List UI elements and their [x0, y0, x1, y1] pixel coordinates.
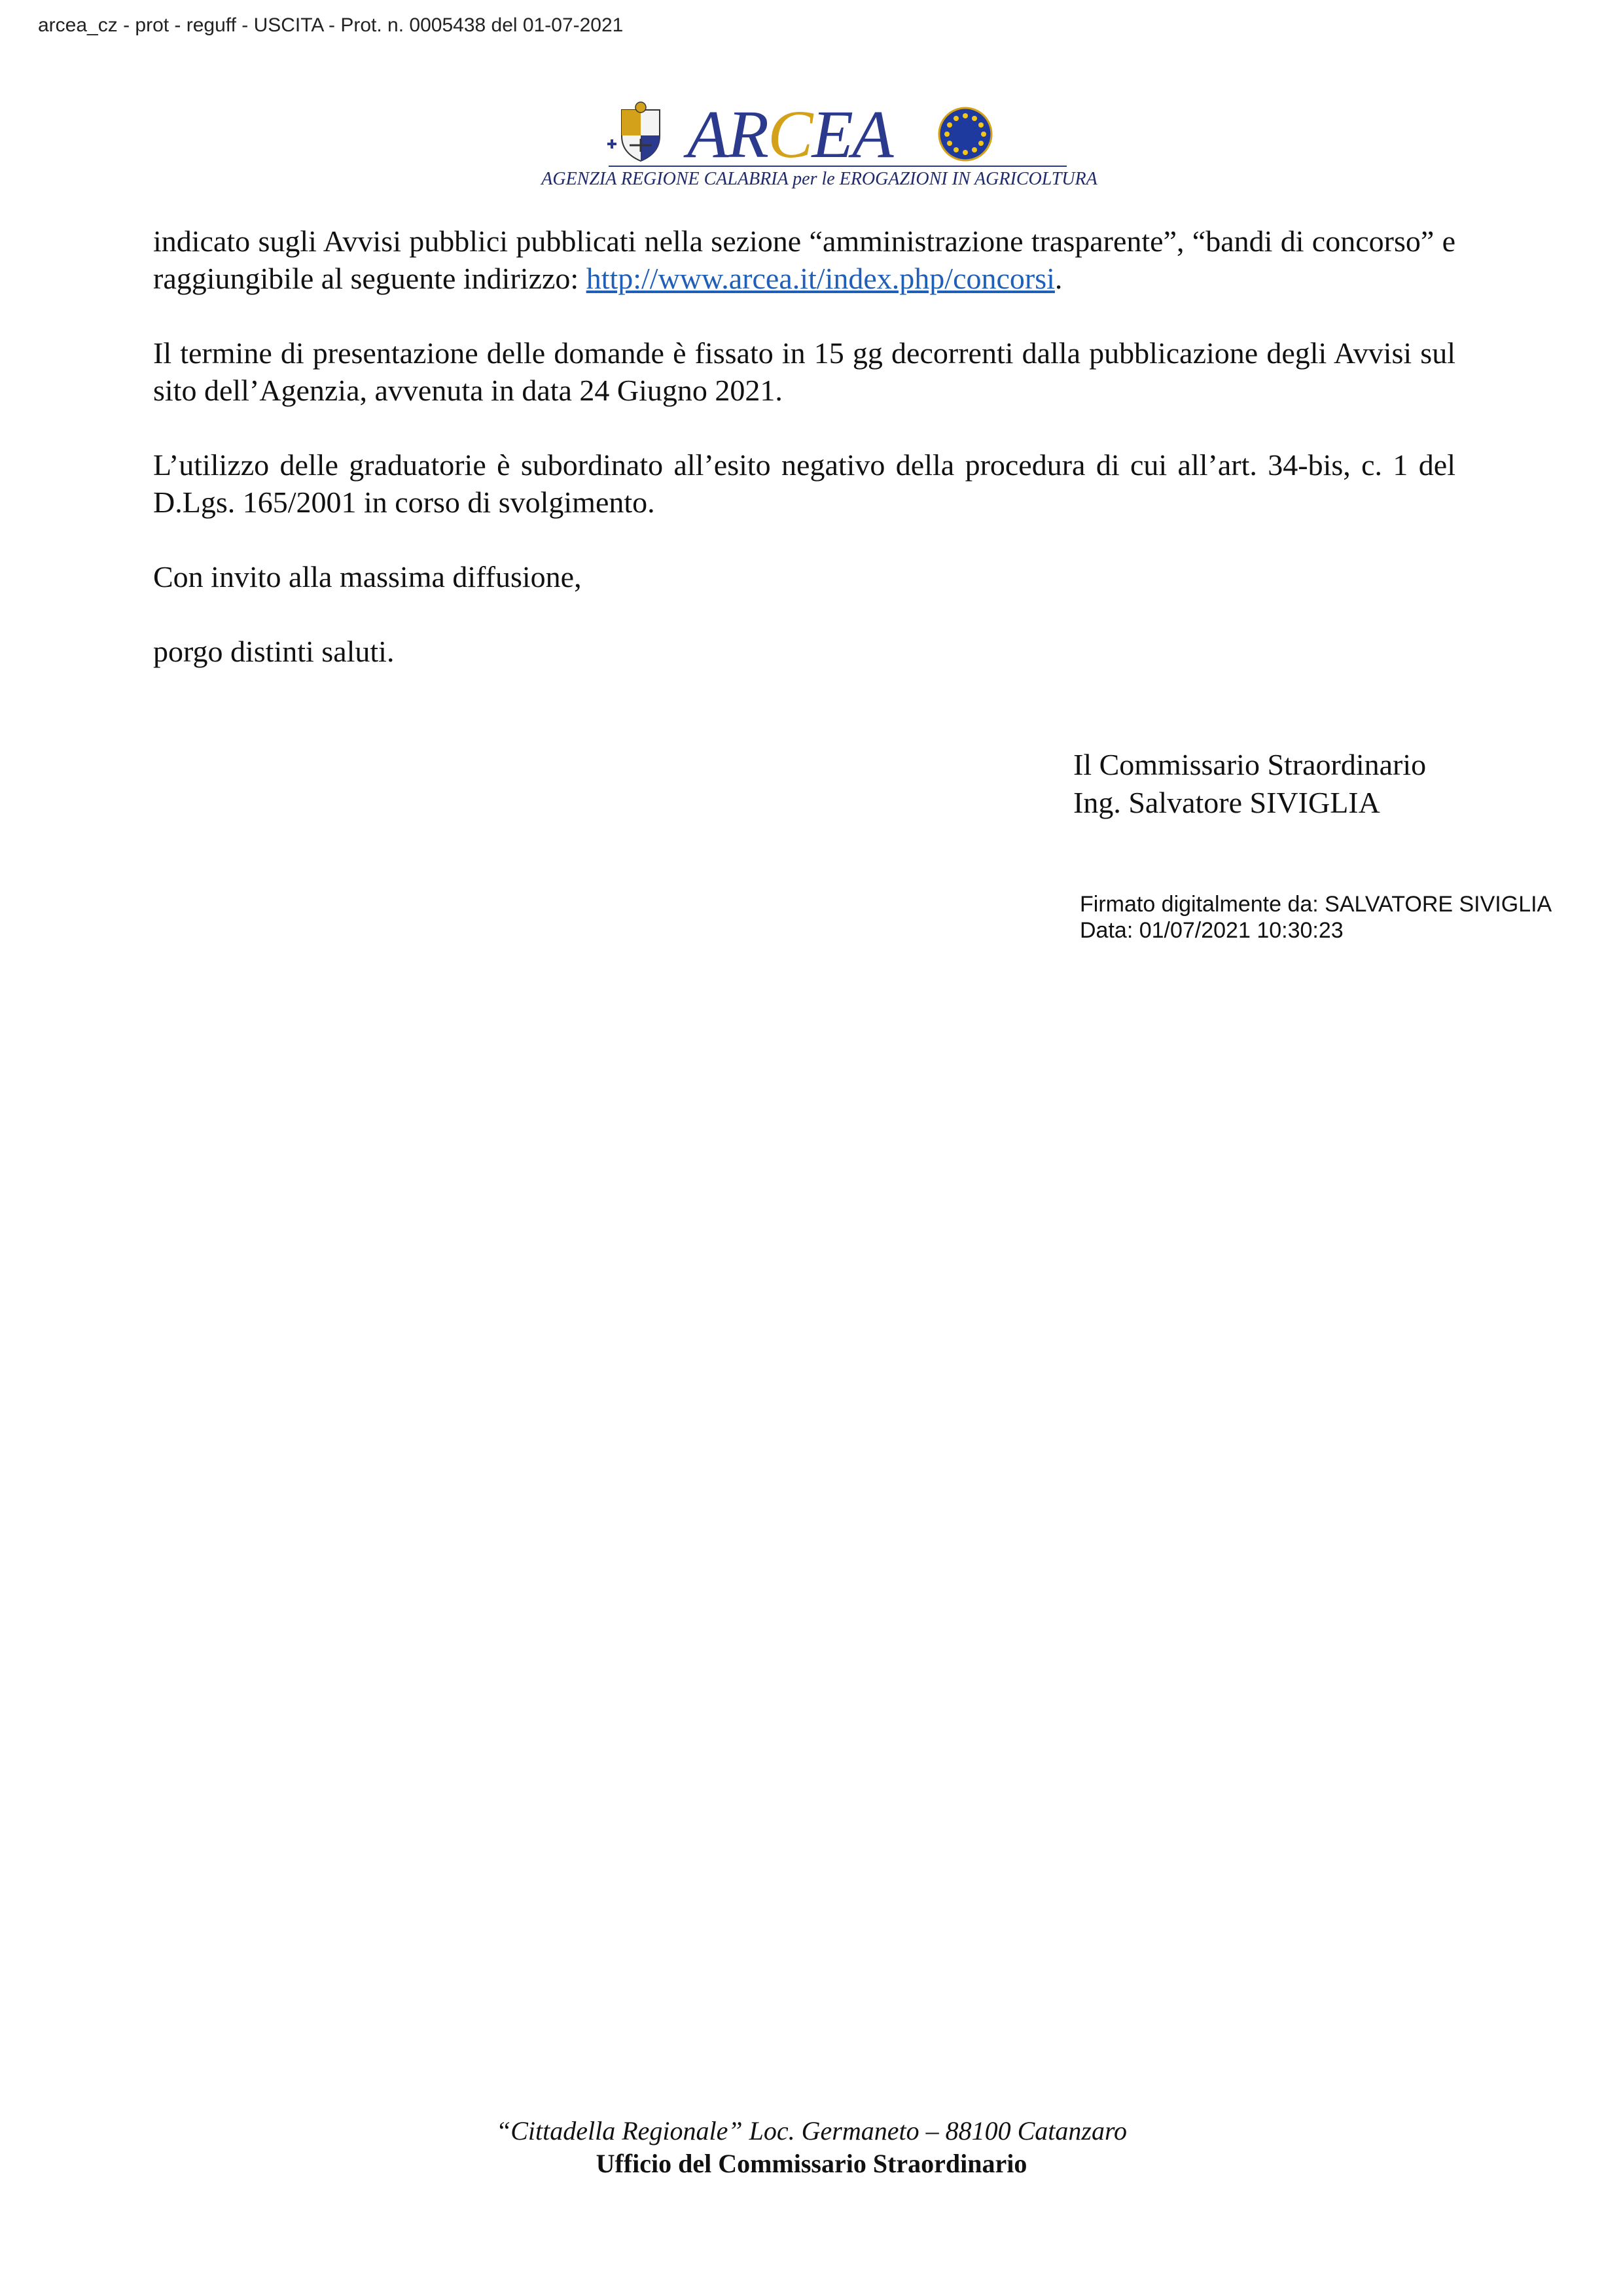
- digital-signature-stamp: [1080, 891, 1552, 944]
- logo-subtitle: AGENZIA REGIONE CALABRIA per le EROGAZIONI IN AGRICOLTURA: [541, 169, 1097, 189]
- protocol-header: arcea_cz - prot - reguff - USCITA - Prot. n. 0005438 del 01-07-2021: [38, 14, 624, 36]
- digital-signed-by: Firmato digitalmente da: SALVATORE SIVIGLIA: [1080, 892, 1552, 917]
- signer-role: Il Commissario Straordinario: [1073, 748, 1427, 781]
- page-footer: [0, 2115, 1623, 2180]
- logo-word-c: C: [768, 97, 812, 172]
- paragraph-4: Con invito alla massima diffusione,: [153, 560, 582, 593]
- logo-word-pre: AR: [687, 97, 768, 172]
- footer-address: “Cittadella Regionale” Loc. Germaneto – 88100 Catanzaro: [495, 2116, 1128, 2146]
- logo-word-post: EA: [812, 97, 893, 172]
- paragraph-1: [153, 222, 1455, 297]
- paragraph-3: L’utilizzo delle graduatorie è subordinato all’esito negativo della procedura di cui all’art. 34-bis, c. 1 del D.Lgs. 165/2001 in corso di svolgimento.: [153, 448, 1455, 519]
- digital-signature-date: Data: 01/07/2021 10:30:23: [1080, 918, 1344, 943]
- concorsi-link[interactable]: http://www.arcea.it/index.php/concorsi: [586, 262, 1055, 295]
- paragraph-1-text: indicato sugli Avvisi pubblici pubblicati nella sezione “amministrazione trasparente”, “bandi di concorso” e raggiungibile al seguente indirizzo:: [153, 224, 1455, 295]
- signature-block: [1073, 746, 1426, 822]
- cross-left-icon: [607, 139, 616, 149]
- eu-stars-icon: [936, 105, 995, 164]
- calabria-coat-of-arms-icon: [622, 102, 660, 161]
- arcea-logo: [491, 98, 1145, 196]
- letter-body: [153, 222, 1455, 707]
- logo-emblems-icon: [491, 98, 687, 170]
- footer-office: Ufficio del Commissario Straordinario: [596, 2149, 1027, 2178]
- paragraph-2: Il termine di presentazione delle domande è fissato in 15 gg decorrenti dalla pubblicazione degli Avvisi sul sito dell’Agenzia, avvenuta in data 24 Giugno 2021.: [153, 336, 1455, 407]
- paragraph-5: porgo distinti saluti.: [153, 635, 395, 668]
- signer-name: Ing. Salvatore SIVIGLIA: [1073, 786, 1380, 819]
- paragraph-1-end: .: [1054, 262, 1063, 295]
- logo-wordmark: [687, 97, 893, 172]
